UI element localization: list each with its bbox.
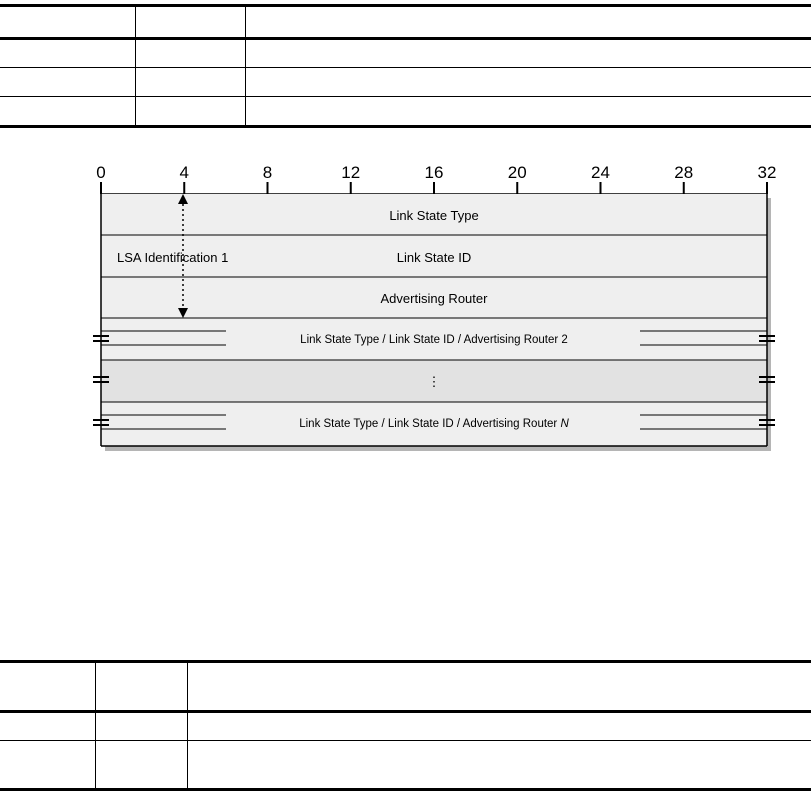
bit-tick-label-16: 16 bbox=[424, 163, 444, 182]
label-repeat-n-suffix: N bbox=[560, 418, 569, 430]
label-advertising-router: Advertising Router bbox=[380, 291, 488, 306]
label-repeat-2: Link State Type / Link State ID / Advertising Router 2 bbox=[300, 334, 568, 346]
label-link-state-id: Link State ID bbox=[396, 250, 472, 265]
bit-tick-label-4: 4 bbox=[179, 163, 189, 182]
label-link-state-type: Link State Type bbox=[389, 208, 479, 223]
bit-ticks bbox=[96, 163, 776, 194]
bit-tick-label-24: 24 bbox=[591, 163, 610, 182]
label-repeat-n-prefix: Link State Type / Link State ID / Advertising Router bbox=[299, 418, 561, 430]
bit-tick-label-32: 32 bbox=[757, 163, 777, 182]
bit-tick-label-0: 0 bbox=[96, 163, 106, 182]
label-repeat-n bbox=[299, 418, 569, 430]
label-lsa-identification-1: LSA Identification 1 bbox=[117, 250, 229, 265]
label-ellipsis: ⋮ bbox=[427, 374, 441, 389]
bit-tick-label-20: 20 bbox=[507, 163, 527, 182]
bit-ruler bbox=[96, 163, 776, 194]
bit-tick-label-8: 8 bbox=[262, 163, 273, 182]
bit-tick-label-12: 12 bbox=[341, 163, 361, 182]
bit-tick-label-28: 28 bbox=[674, 163, 694, 182]
